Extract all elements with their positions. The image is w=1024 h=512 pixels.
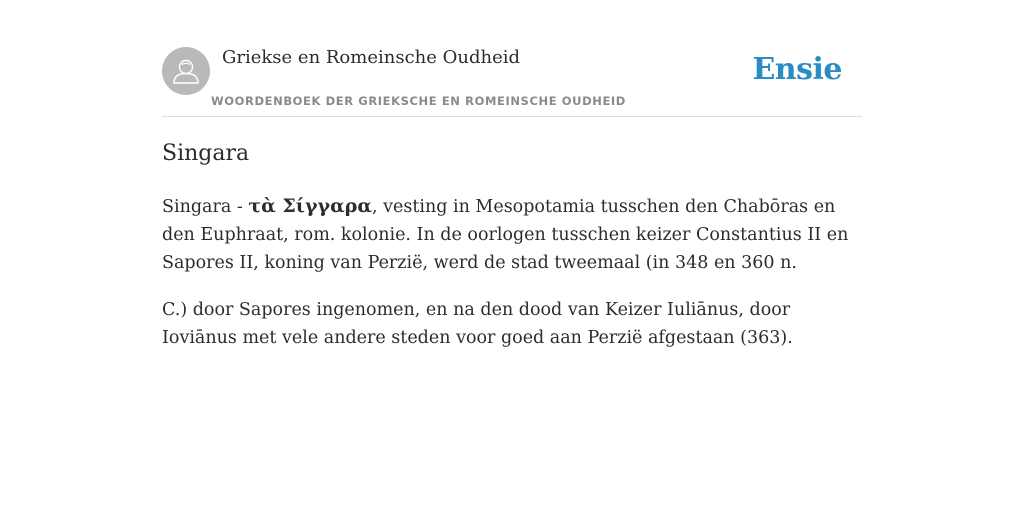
- entry-paragraph-1: [162, 192, 862, 277]
- entry-title: Singara: [162, 141, 250, 166]
- source-header: [162, 40, 862, 117]
- greek-term: τὰ Σίγγαρα: [248, 195, 372, 217]
- user-icon: [162, 47, 210, 95]
- source-title[interactable]: Griekse en Romeinsche Oudheid: [222, 47, 521, 68]
- entry-paragraph-2: C.) door Sapores ingenomen, en na den dood van Keizer Iuliānus, door Ioviānus met vele andere steden voor goed aan Perzië afgestaan (363).: [162, 300, 793, 348]
- entry-text: , vesting in Mesopotamia tusschen den Chabōras en den Euphraat, rom. kolonie. In de oorlogen tusschen keizer Constantius II en Sapores II, koning van Perzië, werd de stad tweemaal (in 348 en 360 n.: [162, 197, 849, 273]
- entry-body: [162, 192, 862, 371]
- source-avatar[interactable]: [162, 47, 210, 95]
- entry-term: Singara -: [162, 197, 249, 217]
- ensie-logo[interactable]: Ensie: [752, 52, 842, 87]
- source-subtitle: WOORDENBOEK DER GRIEKSCHE EN ROMEINSCHE OUDHEID: [211, 94, 626, 108]
